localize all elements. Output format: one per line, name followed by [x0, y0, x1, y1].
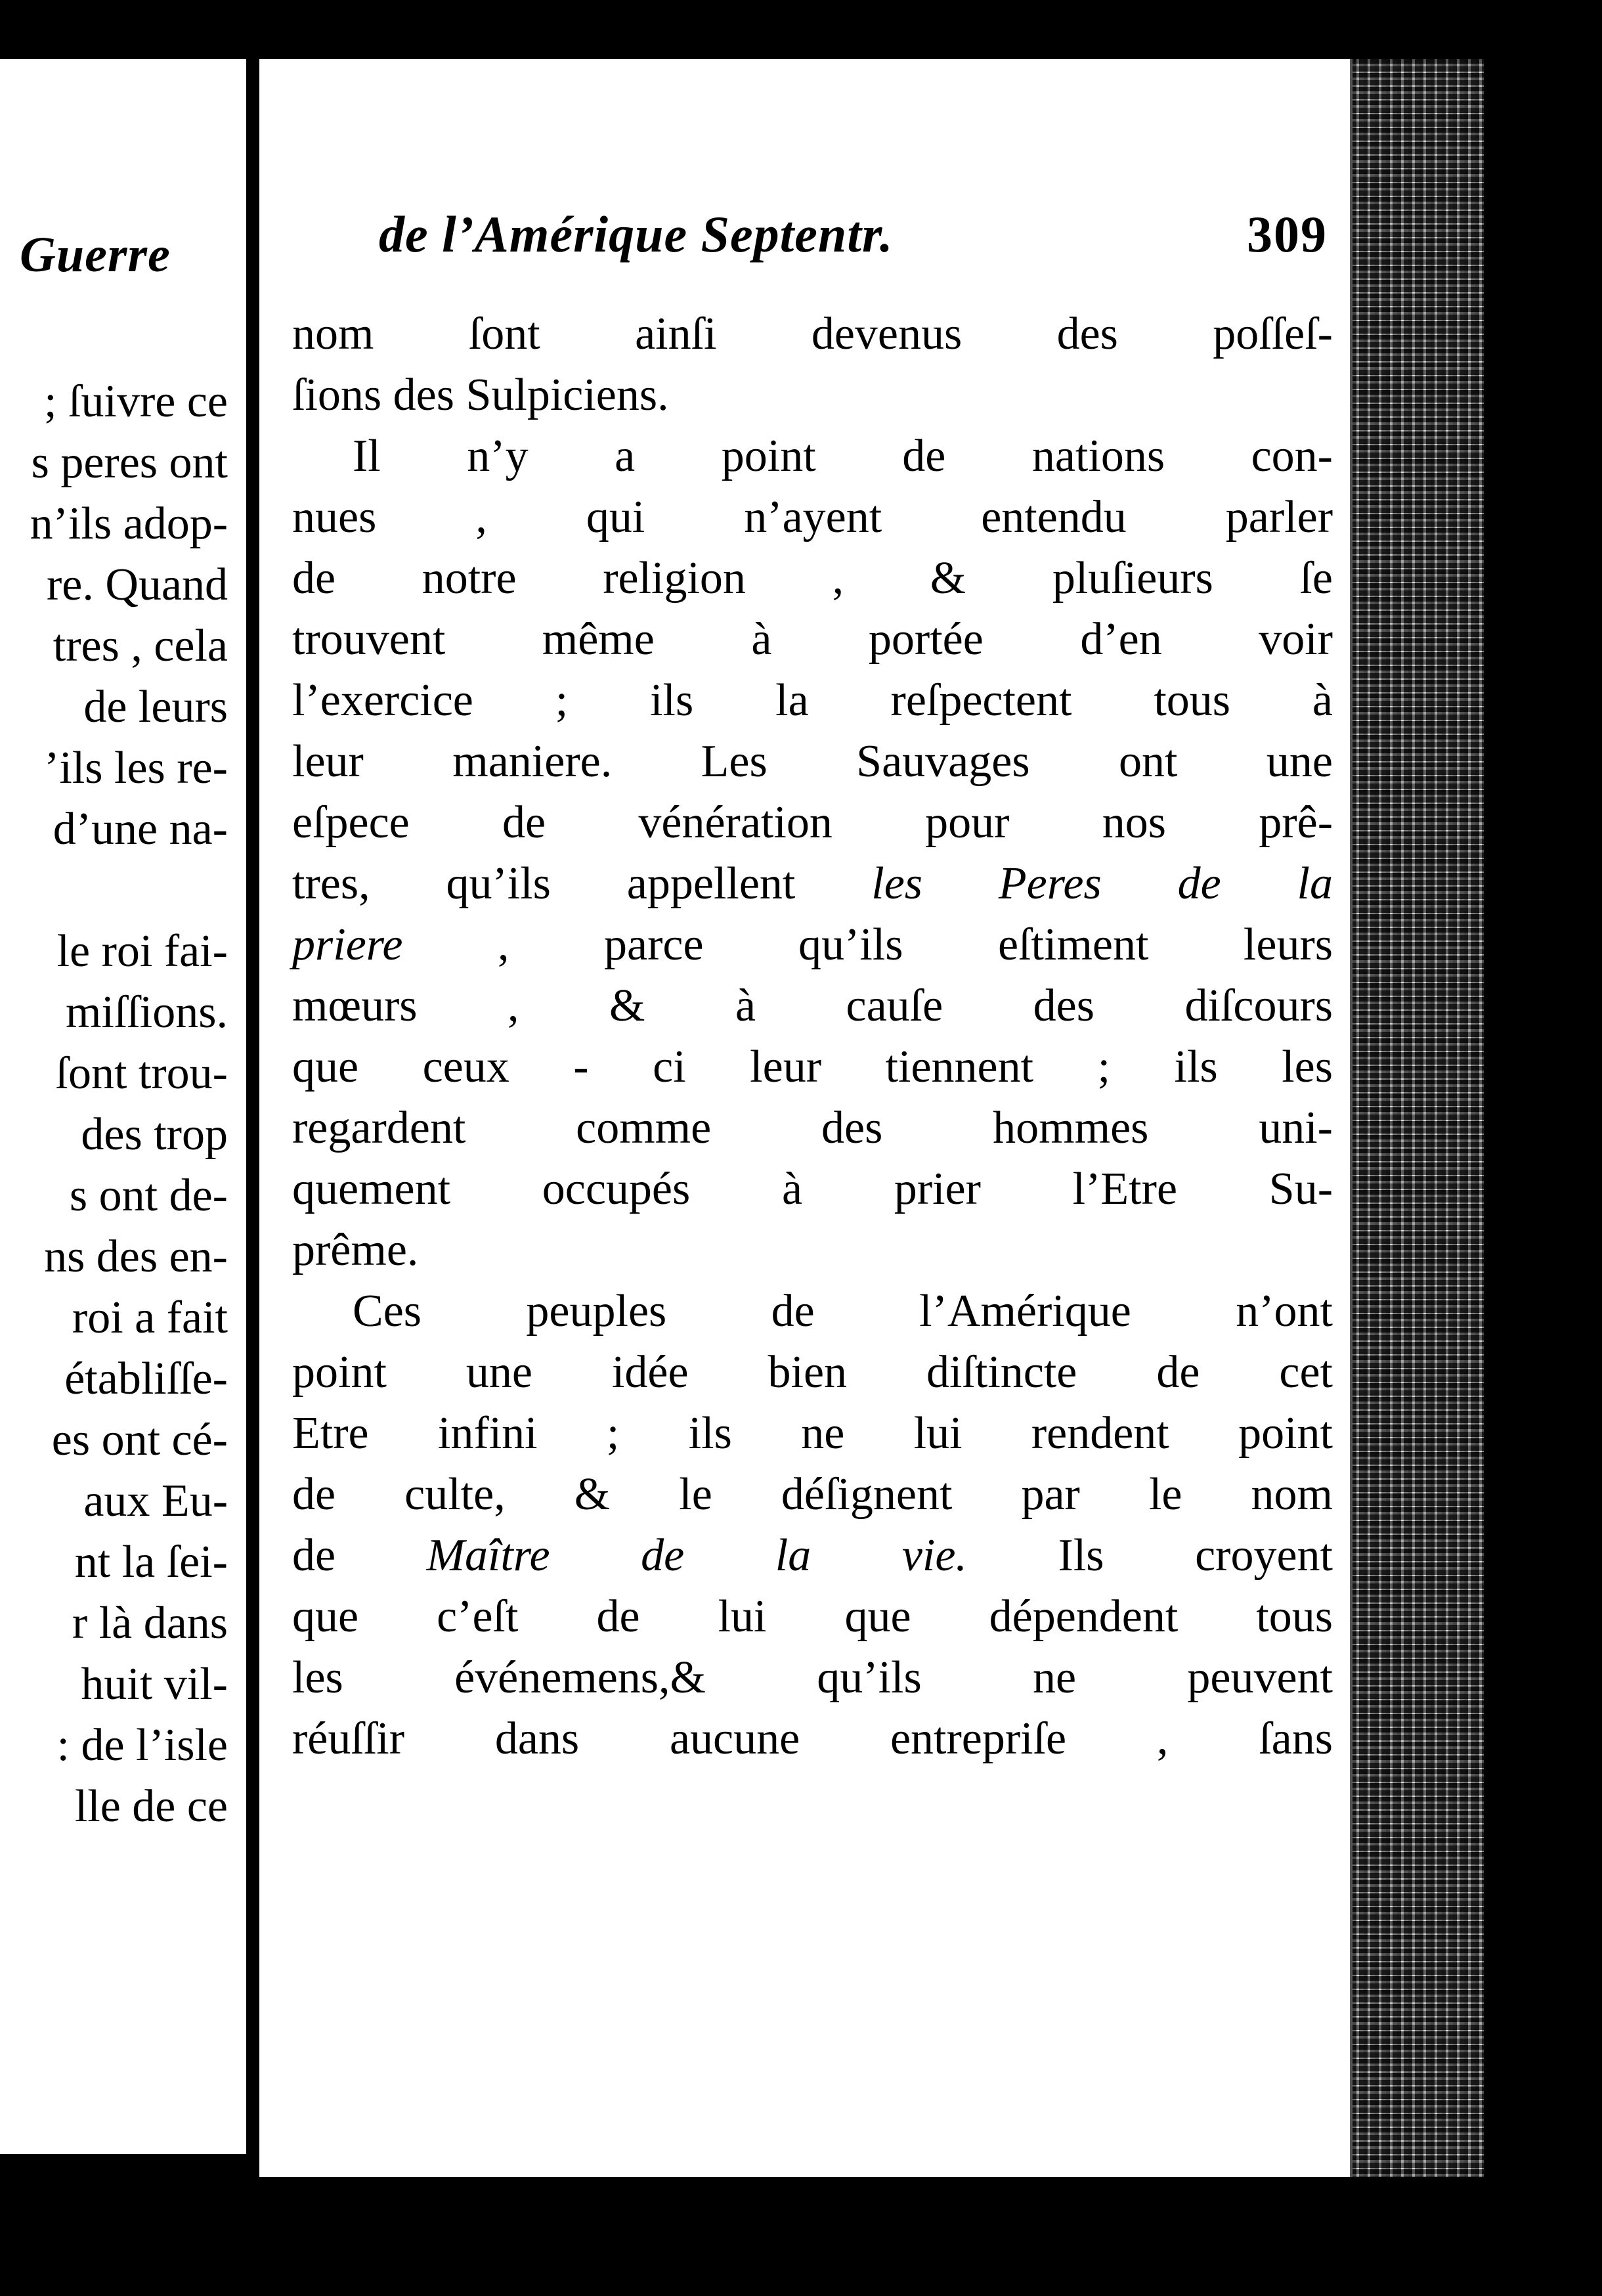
left-text-line: établiſſe- — [64, 1354, 228, 1404]
text-line — [292, 1525, 1333, 1586]
text-run: Ils croyent — [966, 1530, 1333, 1581]
italic-text-run: les Peres de la — [871, 858, 1333, 909]
left-text-line: tres , cela — [53, 621, 228, 671]
text-line: ſions des Sulpiciens. — [292, 370, 669, 420]
text-line: prême. — [292, 1225, 419, 1275]
left-text-line: r là dans — [72, 1598, 228, 1648]
text-line: que c’eſt de lui que dépendent tous — [292, 1591, 1333, 1642]
left-text-line: miſſions. — [66, 987, 228, 1038]
text-line: Etre infini ; ils ne lui rendent point — [292, 1408, 1333, 1459]
text-run: , parce qu’ils eſtiment leurs — [402, 919, 1333, 970]
page-edge-stack — [1350, 59, 1484, 2177]
text-line — [292, 914, 1333, 975]
left-text-line: des trop — [81, 1109, 228, 1160]
text-line: regardent comme des hommes uni- — [292, 1103, 1333, 1153]
text-line: nom ſont ainſi devenus des poſſeſ- — [292, 309, 1333, 359]
text-line: que ceux - ci leur tiennent ; ils les — [292, 1042, 1333, 1092]
text-line: de notre religion , & pluſieurs ſe — [292, 553, 1333, 604]
text-line — [292, 853, 1333, 914]
text-line: les événemens,& qu’ils ne peuvent — [292, 1652, 1333, 1703]
body-text — [292, 303, 1333, 1769]
text-line: l’exercice ; ils la reſpectent tous à — [292, 675, 1333, 726]
text-line: de culte, & le déſignent par le nom — [292, 1469, 1333, 1520]
left-page-text — [11, 371, 228, 1837]
left-text-line: ns des en- — [44, 1231, 228, 1282]
text-line: quement occupés à prier l’Etre Su- — [292, 1164, 1333, 1214]
left-page-fragment — [0, 59, 246, 2154]
left-text-line: re. Quand — [46, 560, 228, 610]
text-line: point une idée bien diſtincte de cet — [292, 1347, 1333, 1398]
left-text-line: de leurs — [83, 682, 228, 732]
left-text-line: huit vil- — [81, 1659, 228, 1710]
left-text-line: ſont trou- — [55, 1048, 228, 1099]
right-page — [259, 59, 1484, 2177]
left-text-line: s peres ont — [31, 437, 228, 488]
text-line: Il n’y a point de nations con- — [353, 431, 1333, 481]
left-text-line: le roi fai- — [56, 926, 228, 977]
text-run: de — [292, 1530, 427, 1581]
text-line: trouvent même à portée d’en voir — [292, 614, 1333, 665]
left-text-line: roi a fait — [72, 1292, 228, 1343]
text-line: nues , qui n’ayent entendu parler — [292, 492, 1333, 542]
page-number: 309 — [1247, 206, 1328, 263]
italic-text-run: Maître de la vie. — [426, 1530, 967, 1581]
italic-text-run: priere — [292, 919, 403, 970]
left-text-line: ’ils les re- — [44, 743, 228, 793]
left-text-line — [11, 860, 228, 921]
text-line: Ces peuples de l’Amérique n’ont — [353, 1286, 1333, 1336]
left-text-line: n’ils adop- — [30, 498, 228, 549]
running-title: de l’Amérique Septentr. — [379, 206, 894, 263]
left-text-line: : de l’isle — [56, 1720, 228, 1771]
left-text-line: lle de ce — [74, 1781, 228, 1832]
text-line: réuſſir dans aucune entrepriſe , ſans — [292, 1713, 1333, 1764]
left-running-head: Guerre — [20, 227, 171, 282]
text-line: eſpece de vénération pour nos prê- — [292, 797, 1333, 848]
text-line: mœurs , & à cauſe des diſcours — [292, 981, 1333, 1031]
left-text-line: aux Eu- — [83, 1476, 228, 1526]
left-text-line: ; ſuivre ce — [44, 376, 228, 427]
left-text-line: nt la ſei- — [74, 1537, 228, 1587]
left-text-line: es ont cé- — [51, 1415, 228, 1465]
left-text-line: d’une na- — [53, 804, 228, 854]
text-run: tres, qu’ils appellent — [292, 858, 872, 909]
text-line: leur maniere. Les Sauvages ont une — [292, 736, 1333, 787]
left-text-line: s ont de- — [69, 1170, 228, 1221]
page-header — [379, 205, 1328, 277]
